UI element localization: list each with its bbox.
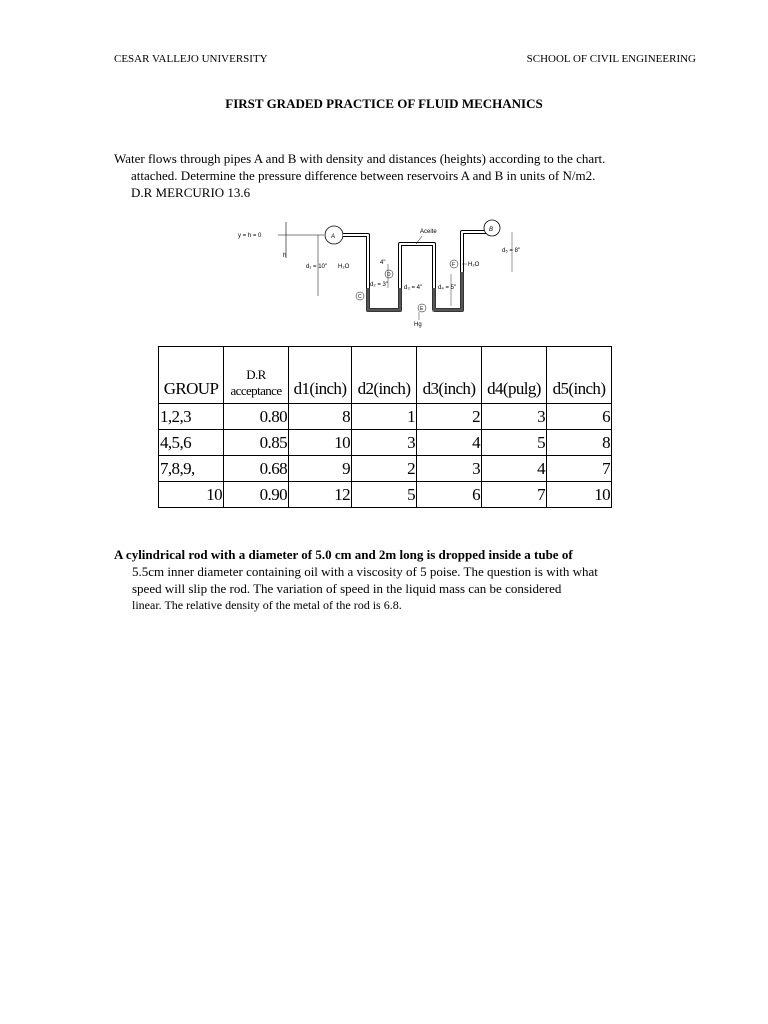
hg-label: Hg bbox=[414, 322, 422, 328]
point-f-label: F bbox=[452, 262, 456, 268]
middle-pipe-inner bbox=[400, 244, 434, 310]
table-cell: 0.80 bbox=[224, 404, 289, 430]
problem-1-text bbox=[114, 150, 654, 201]
table-cell: 5 bbox=[482, 430, 547, 456]
problem-2-line-1: A cylindrical rod with a diameter of 5.0 cm and 2m long is dropped inside a tube of bbox=[114, 547, 573, 562]
problem-2-line-4: linear. The relative density of the metal of the rod is 6.8. bbox=[132, 598, 402, 612]
four-inch-label: 4" bbox=[380, 260, 386, 266]
page-title: FIRST GRADED PRACTICE OF FLUID MECHANICS bbox=[225, 96, 543, 111]
table-cell: 2 bbox=[352, 456, 417, 482]
table-cell: 0.85 bbox=[224, 430, 289, 456]
table-cell: 3 bbox=[417, 456, 482, 482]
header-school: SCHOOL OF CIVIL ENGINEERING bbox=[526, 53, 696, 65]
table-header-row bbox=[159, 347, 612, 404]
table-cell: 12 bbox=[289, 482, 352, 508]
h-label: h bbox=[283, 253, 287, 259]
problem-2-line-2: 5.5cm inner diameter containing oil with a viscosity of 5 poise. The question is with what bbox=[132, 564, 598, 579]
table-cell: 3 bbox=[352, 430, 417, 456]
mercury-left-u bbox=[368, 288, 400, 310]
table-header-cell: D.R acceptance bbox=[224, 347, 289, 404]
table-cell: 2 bbox=[417, 404, 482, 430]
tank-a-label: A bbox=[331, 234, 336, 240]
table-cell: 4 bbox=[417, 430, 482, 456]
data-table bbox=[158, 346, 612, 508]
point-c-label: C bbox=[358, 294, 362, 300]
problem-2-line-3: speed will slip the rod. The variation of speed in the liquid mass can be considered bbox=[132, 581, 562, 596]
h2o-right-label: H₂O bbox=[468, 262, 480, 268]
d4-label: d₄ = 5" bbox=[438, 285, 457, 291]
table-row bbox=[159, 482, 612, 508]
table-row bbox=[159, 404, 612, 430]
table-cell: 5 bbox=[352, 482, 417, 508]
table-cell: 0.90 bbox=[224, 482, 289, 508]
table-header-cell: GROUP bbox=[159, 347, 224, 404]
d5-label: d₅ = 8" bbox=[502, 248, 521, 254]
table-cell: 10 bbox=[547, 482, 612, 508]
h2o-left-label: H₂O bbox=[338, 264, 350, 270]
mercury-right-u bbox=[434, 272, 462, 310]
table-header-cell: d1(inch) bbox=[289, 347, 352, 404]
table-cell: 4 bbox=[482, 456, 547, 482]
table-cell: 6 bbox=[547, 404, 612, 430]
table-cell: 1 bbox=[352, 404, 417, 430]
table-cell: 7 bbox=[547, 456, 612, 482]
manometer-diagram bbox=[236, 214, 534, 332]
table-cell: 7 bbox=[482, 482, 547, 508]
aceite-label: Aceite bbox=[420, 229, 437, 235]
problem-1-line-1: Water flows through pipes A and B with density and distances (heights) according to the chart. bbox=[114, 151, 606, 166]
problem-1-line-3: D.R MERCURIO 13.6 bbox=[131, 185, 251, 200]
table-cell: 9 bbox=[289, 456, 352, 482]
table-cell: 3 bbox=[482, 404, 547, 430]
header-university: CESAR VALLEJO UNIVERSITY bbox=[114, 53, 268, 65]
table-header-cell: d4(pulg) bbox=[482, 347, 547, 404]
table-row bbox=[159, 430, 612, 456]
point-d-label: D bbox=[387, 272, 391, 278]
table-header-cell: d5(inch) bbox=[547, 347, 612, 404]
problem-2-text bbox=[114, 546, 646, 614]
datum-label: y = h = 0 bbox=[238, 233, 262, 239]
table-header-cell: d2(inch) bbox=[352, 347, 417, 404]
tank-b-label: B bbox=[489, 227, 494, 233]
table-cell: 10 bbox=[159, 482, 224, 508]
table-cell: 8 bbox=[289, 404, 352, 430]
table-cell: 10 bbox=[289, 430, 352, 456]
table-cell: 7,8,9, bbox=[159, 456, 224, 482]
table-row bbox=[159, 456, 612, 482]
table-header-cell: d3(inch) bbox=[417, 347, 482, 404]
table-cell: 1,2,3 bbox=[159, 404, 224, 430]
d2-label: d₂ = 3" bbox=[370, 282, 388, 288]
point-e-label: E bbox=[420, 306, 424, 312]
table-cell: 4,5,6 bbox=[159, 430, 224, 456]
middle-pipe-outer bbox=[400, 244, 434, 310]
d1-label: d₁ = 10" bbox=[306, 264, 328, 270]
table-cell: 8 bbox=[547, 430, 612, 456]
table-cell: 6 bbox=[417, 482, 482, 508]
table-cell: 0.68 bbox=[224, 456, 289, 482]
problem-1-line-2: attached. Determine the pressure difference between reservoirs A and B in units of N/m2. bbox=[131, 168, 596, 183]
d3-label: d₃ = 4" bbox=[404, 285, 423, 291]
